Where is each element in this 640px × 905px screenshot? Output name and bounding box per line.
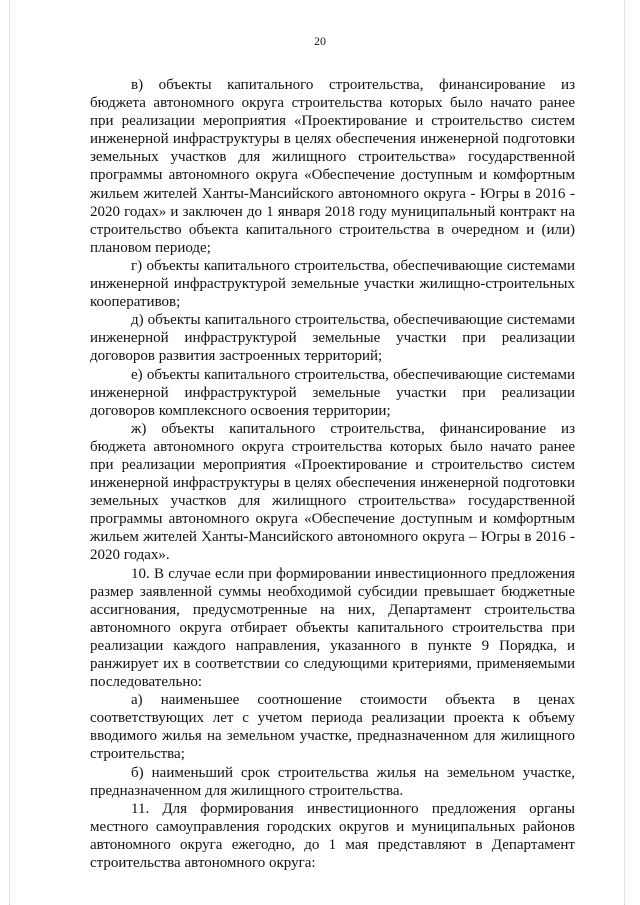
paragraph-b: б) наименьший срок строительства жилья на земельном участке, предназначенном для жилищного строительства. <box>90 764 575 799</box>
paragraph-a: а) наименьшее соотношение стоимости объекта в ценах соответствующих лет с учетом периода реализации проекта к объему вводимого жилья на земельном участке, предназначенном для жилищного строительства; <box>90 692 575 763</box>
paragraph-11: 11. Для формирования инвестиционного предложения органы местного самоуправления городских округов и муниципальных районов автономного округа ежегодно, до 1 мая представляют в Департамент строительства автономного округа: <box>90 800 575 872</box>
scan-edge-left <box>9 0 10 905</box>
document-body <box>90 76 575 872</box>
page-number: 20 <box>314 34 326 48</box>
paragraph-d: д) объекты капитального строительства, обеспечивающие системами инженерной инфраструктурой земельные участки при реализации договоров развития застроенных территорий; <box>90 312 575 365</box>
paragraph-v: в) объекты капитального строительства, финансирование из бюджета автономного округа строительства которых было начато ранее при реализации мероприятия «Проектирование и строительство систем инженерной инфраструктуры в целях обеспечения инженерной подготовки земельных участков для жилищного строительства» государственной программы автономного округа «Обеспечение доступным и комфортным жильем жителей Ханты-Мансийского автономного округа - Югры в 2016 - 2020 годах» и заключен до 1 января 2018 году муниципальный контракт на строительство объекта капитального строительства в очередном и (или) плановом периоде; <box>90 77 575 256</box>
paragraph-zh: ж) объекты капитального строительства, финансирование из бюджета автономного округа строительства которых было начато ранее при реализации мероприятия «Проектирование и строительство систем инженерной инфраструктуры в целях обеспечения инженерной подготовки земельных участков для жилищного строительства» государственной программы автономного округа «Обеспечение доступным и комфортным жильем жителей Ханты-Мансийского автономного округа – Югры в 2016 - 2020 годах». <box>90 420 575 564</box>
scan-edge-right <box>624 0 625 905</box>
paragraph-e: е) объекты капитального строительства, обеспечивающие системами инженерной инфраструктурой земельные участки при реализации договоров комплексного освоения территории; <box>90 366 575 419</box>
paragraph-10: 10. В случае если при формировании инвестиционного предложения размер заявленной суммы необходимой субсидии превышает бюджетные ассигнования, предусмотренные на них, Департамент строительства автономного округа отбирает объекты капитального строительства при реализации каждого направления, указанного в пункте 9 Порядка, и ранжирует их в соответствии со следующими критериями, применяемыми последовательно: <box>90 565 575 691</box>
paragraph-g: г) объекты капитального строительства, обеспечивающие системами инженерной инфраструктурой земельные участки жилищно-строительных кооперативов; <box>90 257 575 311</box>
